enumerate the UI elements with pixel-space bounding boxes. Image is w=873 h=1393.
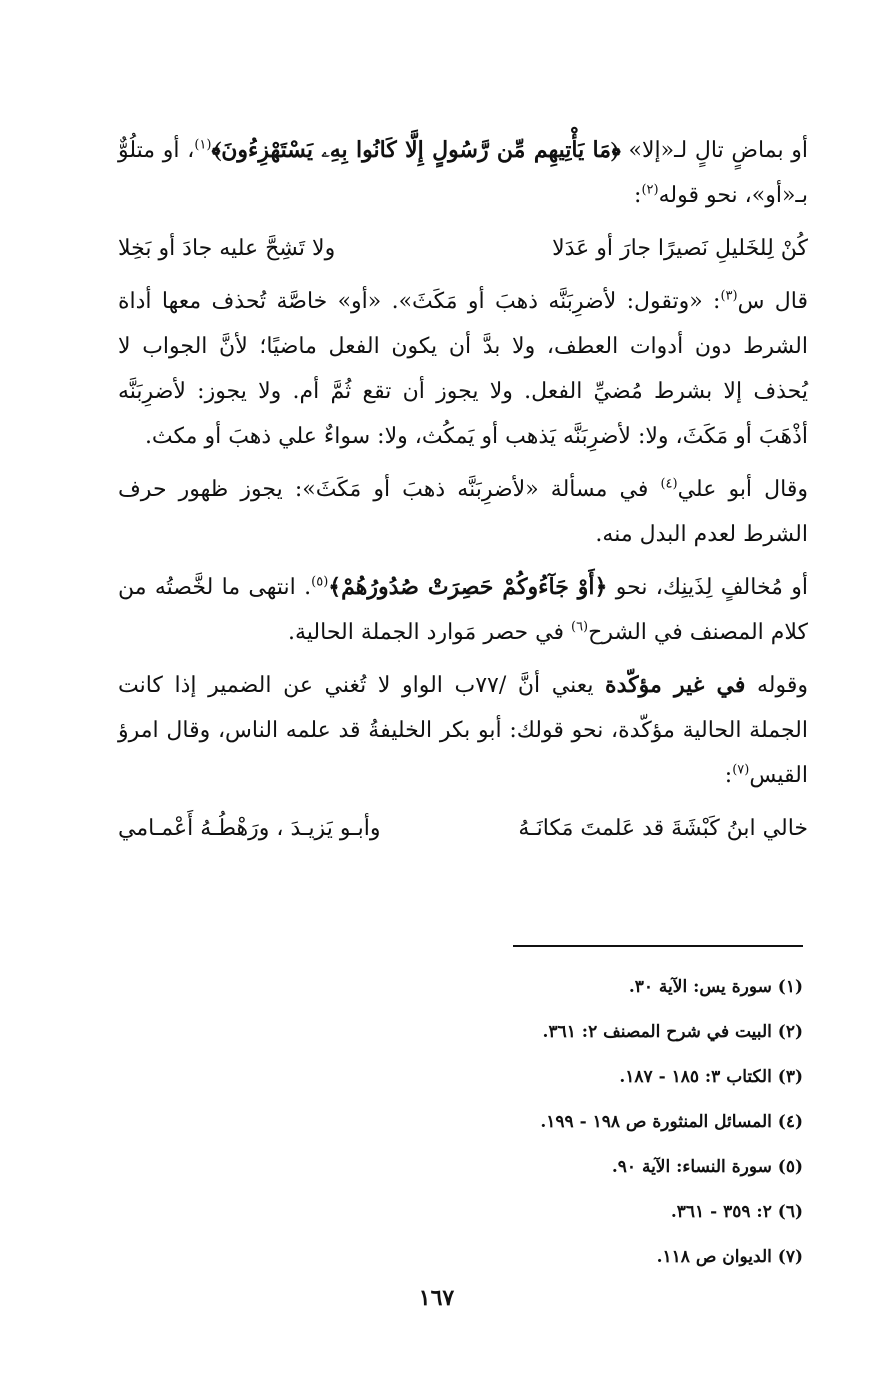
- verse-first-hemistich: كُنْ لِلخَليلِ نَصيرًا جارَ أو عَدَلا: [552, 236, 808, 261]
- footnote-reference: (٣): [720, 288, 738, 304]
- quran-quote: ﴿أَوْ جَآءُوكُمْ حَصِرَتْ صُدُورُهُمْ﴾: [328, 574, 608, 600]
- text-run: : «وتقول: لأضرِبَنَّه ذهبَ أو مَكَثَ». «أو» خاصَّة تُحذف معها أداة الشرط دون أدوات العطف، ولا بدَّ أن يكون الفعل ماضيًا؛ لأنَّ الجواب لا يُحذف إلا بشرط مُضيِّ الفعل. ولا يجوز أن تقع ثُمَّ أم. ولا يجوز: لأضرِبَنَّه أذْهَبَ أو مَكَثَ، ولا: لأضرِبَنَّه يَذهب أو يَمكُث، ولا: سواءٌ علي ذهبَ أو مكث.: [118, 289, 808, 449]
- text-run: قال س: [737, 289, 808, 314]
- body-text-block-2: [118, 279, 808, 798]
- paragraph: [118, 663, 808, 798]
- footnote: (٢) البيت في شرح المصنف ٢: ٣٦١.: [542, 1022, 803, 1042]
- page-number: ١٦٧: [418, 1285, 455, 1311]
- text-run: يعني أنَّ /٧٧ب الواو لا تُغني عن الضمير إذا كانت الجملة الحالية مؤكّدة، نحو قولك: أبو بكر الخليفةُ قد علمه الناس، وقال امرؤ القيس: [118, 673, 808, 788]
- paragraph: [118, 279, 808, 459]
- quran-quote: ﴿مَا يَأْتِيهِم مِّن رَّسُولٍ إِلَّا كَانُوا بِهِۦ يَسْتَهْزِءُونَ﴾: [211, 137, 621, 163]
- text-run: أو مُخالفٍ لِذَينِك، نحو: [607, 575, 808, 600]
- poetry-verse-1: [118, 226, 808, 271]
- text-run: :: [634, 183, 642, 208]
- footnote-reference: (٤): [660, 476, 678, 492]
- poetry-verse-2: [118, 806, 808, 851]
- text-run: أو بماضٍ تالٍ لـ«إلا»: [620, 138, 808, 163]
- footnote-reference: (٥): [311, 574, 329, 590]
- body-text-block-1: [118, 128, 808, 218]
- text-run: وقال أبو علي: [677, 477, 808, 502]
- footnote: (٦) ٢: ٣٥٩ - ٣٦١.: [670, 1202, 803, 1222]
- footnote: (٧) الديوان ص ١١٨.: [656, 1247, 803, 1267]
- quoted-phrase: في غير مؤكّدة: [605, 672, 746, 698]
- footnote-reference: (٧): [732, 762, 750, 778]
- footnotes-list: [303, 965, 803, 1280]
- verse-second-hemistich: وأبـو يَزيـدَ ، ورَهْطُـهُ أَعْمـامي: [118, 816, 381, 841]
- page-body: [118, 128, 808, 859]
- paragraph: [118, 128, 808, 218]
- text-run: في حصر مَوارد الجملة الحالية.: [288, 620, 571, 645]
- verse-first-hemistich: خالي ابنُ كَبْشَةَ قد عَلمتَ مَكانَـهُ: [518, 816, 808, 841]
- footnote-reference: (٢): [641, 182, 659, 198]
- verse-second-hemistich: ولا تَشِحَّ عليه جادَ أو بَخِلا: [118, 236, 336, 261]
- text-run: :: [724, 763, 733, 788]
- text-run: في مسألة «لأضرِبَنَّه ذهبَ أو مَكَثَ»: يجوز ظهور حرف الشرط لعدم البدل منه.: [118, 477, 808, 547]
- footnote-divider: [513, 945, 803, 947]
- footnote: (٥) سورة النساء: الآية ٩٠.: [611, 1157, 803, 1177]
- footnote-reference: (٦): [570, 619, 589, 635]
- text-run: ، أو متلُوٌّ بـ«أو»، نحو قوله: [118, 138, 808, 208]
- text-run: . انتهى ما لخَّصتُه من كلام المصنف في الشرح: [118, 575, 808, 645]
- footnote: (٣) الكتاب ٣: ١٨٥ - ١٨٧.: [619, 1067, 803, 1087]
- paragraph: [118, 565, 808, 655]
- footnote-reference: (١): [194, 137, 212, 153]
- text-run: وقوله: [745, 673, 809, 698]
- paragraph: [118, 467, 808, 557]
- footnote: (٤) المسائل المنثورة ص ١٩٨ - ١٩٩.: [540, 1112, 803, 1132]
- footnote: (١) سورة يس: الآية ٣٠.: [628, 977, 803, 997]
